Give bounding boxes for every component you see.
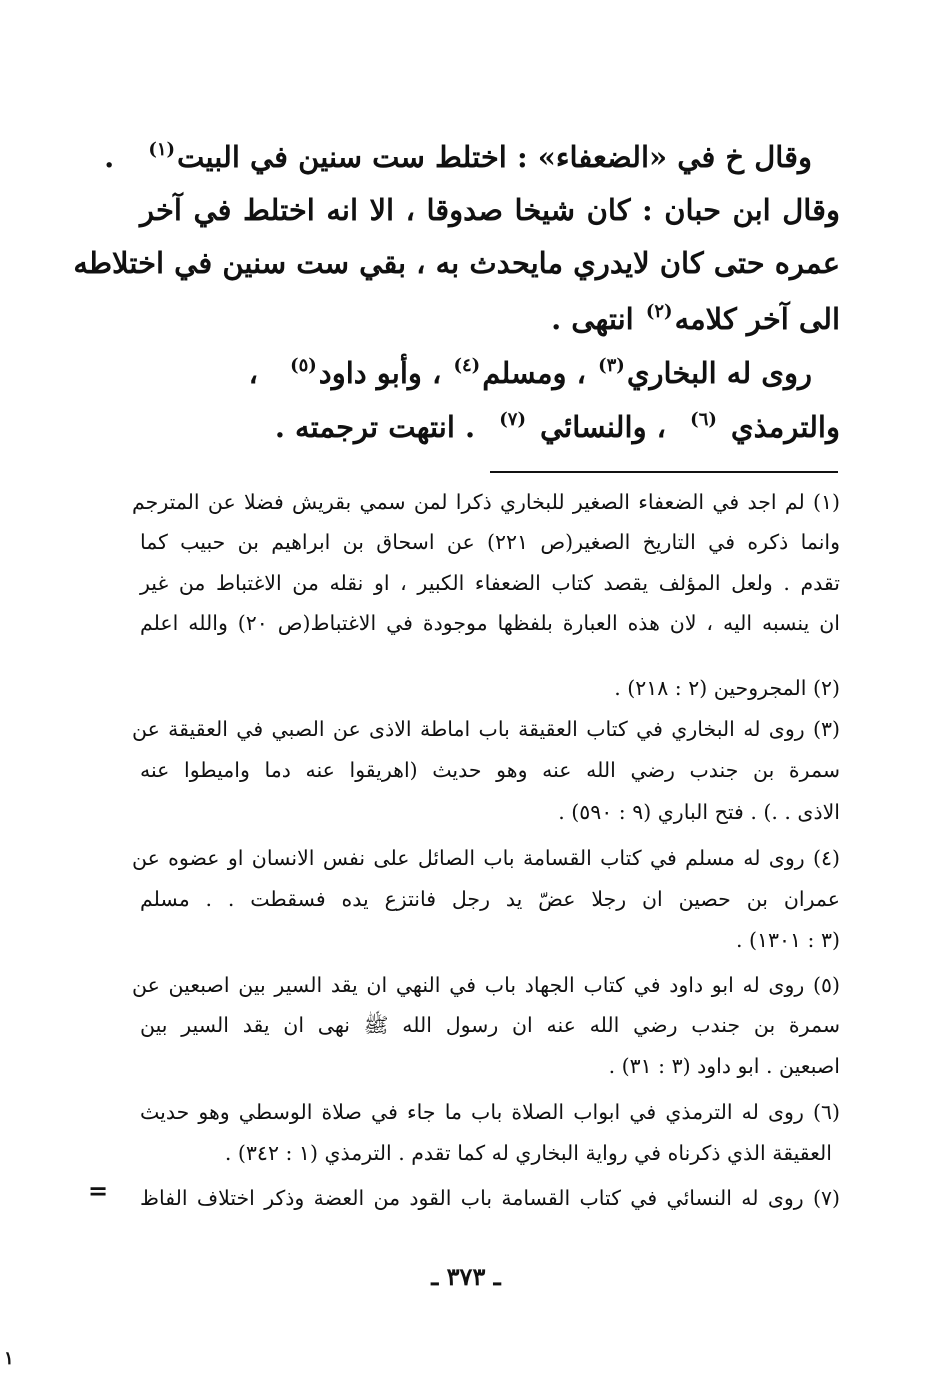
footnote-ref-6[interactable]: (٦)	[690, 409, 717, 430]
footnote-3-line-2: سمرة بن جندب رضي الله عنه وهو حديث (اهريقوا عنه دما واميطوا عنه	[140, 758, 840, 782]
main-line-5-part-d: ،	[248, 356, 258, 390]
corner-mark: ١	[4, 1348, 14, 1369]
footnote-6-line-2: العقيقة الذي ذكرناه في رواية البخاري له كما تقدم . الترمذي (١ : ٣٤٢) .	[224, 1141, 832, 1165]
main-line-1-tail: .	[104, 140, 115, 174]
footnote-1-line-3: تقدم . ولعل المؤلف يقصد كتاب الضعفاء الكبير ، او نقله من الاغتباط من غير	[140, 571, 840, 595]
footnote-3-line-1: (٣) روى له البخاري في كتاب العقيقة باب اماطة الاذى عن الصبي في العقيقة عن	[132, 717, 840, 741]
main-line-1-text: وقال خ في «الضعفاء» : اختلط ست سنين في البيت	[177, 140, 812, 174]
main-line-1	[104, 130, 812, 177]
main-line-6	[275, 400, 840, 447]
footnote-1-line-1: (١) لم اجد في الضعفاء الصغير للبخاري ذكرا لمن سمي بقريش فضلا عن المترجم	[132, 490, 840, 514]
footnote-5-line-2: سمرة بن جندب رضي الله عنه ان رسول الله ﷺ نهى ان يقد السير بين	[140, 1013, 840, 1037]
footnote-2-line-1: (٢) المجروحين (٢ : ٢١٨) .	[614, 676, 840, 700]
footnote-4-line-1: (٤) روى له مسلم في كتاب القسامة باب الصائل على نفس الانسان او عضوه عن	[132, 846, 840, 870]
footnote-4-line-3: (٣ : ١٣٠١) .	[735, 928, 840, 952]
page-number: ـ ٣٧٣ ـ	[431, 1262, 501, 1291]
footnote-ref-4[interactable]: (٤)	[453, 355, 481, 376]
footnote-6-line-1: (٦) روى له الترمذي في ابواب الصلاة باب ما جاء في صلاة الوسطي وهو حديث	[140, 1100, 840, 1124]
main-line-6-part-c: . انتهت ترجمته .	[274, 410, 476, 444]
footnote-5-line-1: (٥) روى له ابو داود في كتاب الجهاد باب في النهي ان يقد السير بين اصبعين عن	[132, 973, 840, 997]
main-line-4-tail: انتهى .	[551, 302, 634, 336]
footnote-1-line-2: وانما ذكره في التاريخ الصغير(ص ٢٢١) عن اسحاق بن ابراهيم بن حبيب كما	[140, 530, 840, 554]
main-line-5-part-c: ، وأبو داود	[318, 356, 442, 390]
footnote-1-line-4: ان ينسبه اليه ، لان هذه العبارة بلفظها موجودة في الاغتباط(ص ٢٠) والله اعلم	[140, 611, 840, 635]
main-line-3: عمره حتى كان لايدري مايحدث به ، بقي ست سنين في اختلاطه	[73, 246, 840, 280]
main-line-2: وقال ابن حبان : كان شيخا صدوقا ، الا انه اختلط في آخر	[140, 193, 840, 227]
main-line-5	[249, 346, 812, 393]
footnote-separator	[490, 471, 838, 473]
footnote-ref-3[interactable]: (٣)	[598, 355, 625, 376]
main-line-4-text: الى آخر كلامه	[674, 302, 840, 336]
footnote-4-line-2: عمران بن حصين ان رجلا عضّ يد رجل فانتزع يده فسقطت . . مسلم	[140, 887, 840, 911]
footnote-ref-2[interactable]: (٢)	[645, 301, 673, 322]
main-line-4	[551, 292, 840, 339]
footnote-5-line-3: اصبعين . ابو داود (٣ : ٣١) .	[608, 1054, 840, 1078]
footnote-ref-7[interactable]: (٧)	[499, 409, 526, 430]
footnote-3-line-3: الاذى . .) . فتح الباري (٩ : ٥٩٠) .	[558, 800, 840, 824]
continuation-mark: =	[88, 1176, 109, 1205]
main-line-6-part-a: والترمذي	[730, 410, 840, 444]
main-line-6-part-b: ، والنسائي	[539, 410, 667, 444]
footnote-ref-5[interactable]: (٥)	[290, 355, 317, 376]
main-line-5-part-b: ، ومسلم	[482, 356, 586, 390]
footnote-ref-1[interactable]: (١)	[148, 139, 176, 160]
footnote-7-line-1: (٧) روى له النسائي في كتاب القسامة باب القود من العضة وذكر اختلاف الفاظ	[140, 1186, 840, 1210]
main-line-5-part-a: روى له البخاري	[626, 356, 812, 390]
